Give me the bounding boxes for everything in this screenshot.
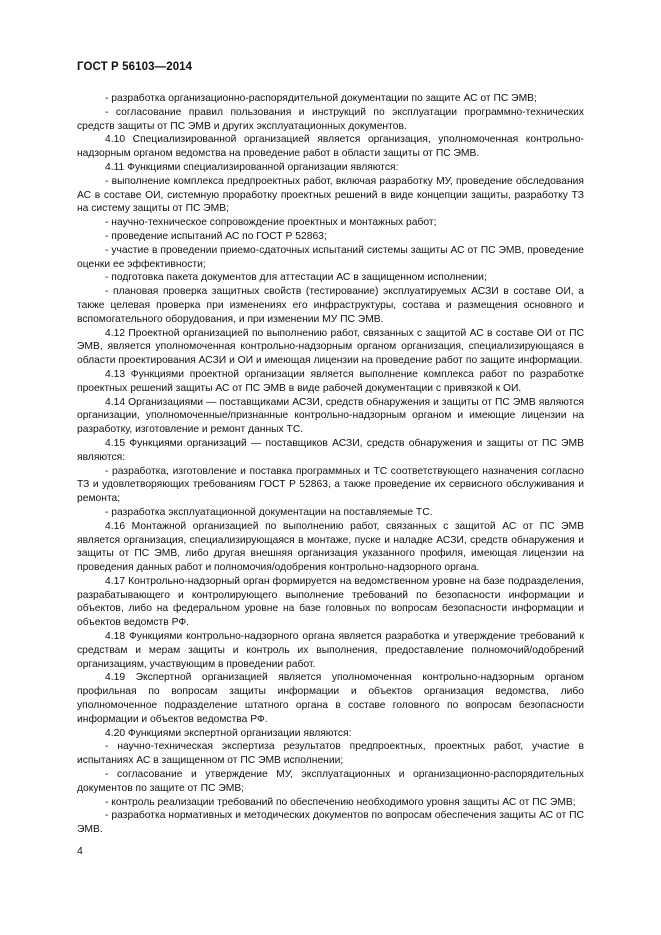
document-body — [77, 92, 584, 837]
paragraph: 4.14 Организациями — поставщиками АСЗИ, средств обнаружения и защиты от ПС ЭМВ являются организации, уполномоченные/признанные контрольно-надзорным органом и имеющие лицензии на разработку, изготовление и ремонт данных ТС. — [77, 396, 584, 436]
paragraph: - разработка нормативных и методических документов по вопросам обеспечения защиты АС от ПС ЭМВ. — [77, 810, 584, 836]
paragraph: - участие в проведении приемо-сдаточных испытаний системы защиты АС от ПС ЭМВ, проведение оценки ее эффективности; — [77, 244, 584, 270]
paragraph: 4.20 Функциями экспертной организации являются: — [105, 727, 352, 739]
paragraph: - согласование и утверждение МУ, эксплуатационных и организационно-распорядительных документов по защите от ПС ЭМВ; — [77, 769, 584, 794]
paragraph: 4.10 Специализированной организацией является организация, уполномоченная контрольно-надзорным органом ведомства на проведение работ в области защиты от ПС ЭМВ. — [77, 134, 584, 160]
document-header: ГОСТ Р 56103—2014 — [77, 61, 193, 73]
paragraph: - разработка организационно-распорядительной документации по защите АС от ПС ЭМВ; — [105, 93, 537, 104]
paragraph: - научно-техническое сопровождение проектных и монтажных работ; — [105, 217, 437, 229]
paragraph: - согласование правил пользования и инструкций по эксплуатации программно-технических средств защиты от ПС ЭМВ и других эксплуатационных документов. — [77, 106, 584, 132]
paragraph: - разработка, изготовление и поставка программных и ТС соответствующего назначения согласно ТЗ и удовлетворяющих требованиям ГОСТ Р 52863, а также проведение их сервисного обслуживания и ремонта; — [77, 465, 584, 505]
page-number: 4 — [77, 845, 83, 857]
paragraph: - разработка эксплуатационной документации на поставляемые ТС. — [105, 506, 433, 518]
paragraph: - контроль реализации требований по обеспечению необходимого уровня защиты АС от ПС ЭМВ; — [105, 796, 576, 808]
paragraph: - выполнение комплекса предпроектных работ, включая разработку МУ, проведение обследования АС в составе ОИ, системную проработку проектных решений в виде концепции защиты, разработку ТЗ на систему защиты от ПС ЭМВ; — [77, 175, 584, 215]
paragraph: - подготовка пакета документов для аттестации АС в защищенном исполнении; — [105, 272, 487, 284]
paragraph: - плановая проверка защитных свойств (тестирование) эксплуатируемых АСЗИ в составе ОИ, а также целевая проверка при изменениях его инфраструктуры, состава и размещения основного и вспомогательного оборудования, и при изменении МУ ПС ЭМВ. — [77, 286, 584, 325]
paragraph: - научно-техническая экспертиза результатов предпроектных, проектных работ, участие в испытаниях АС в защищенном от ПС ЭМВ исполнении; — [77, 741, 584, 767]
paragraph: 4.16 Монтажной организацией по выполнению работ, связанных с защитой АС от ПС ЭМВ является организация, специализирующаяся в монтаже, пуске и наладке АСЗИ, средств обнаружения и защиты от ПС ЭМВ, либо другая внешняя организация указанного профиля, имеющая лицензии на проведения данных работ и полномочия/одобрения контрольно-надзорного органа. — [77, 520, 584, 574]
paragraph: 4.13 Функциями проектной организации является выполнение комплекса работ по разработке проектных решений защиты АС от ПС ЭМВ в виде рабочей документации с привязкой к ОИ. — [77, 368, 584, 394]
paragraph: 4.17 Контрольно-надзорный орган формируется на ведомственном уровне на базе подразделения, разрабатывающего и контролирующего выполнение требований по безопасности информации и объектов, либо на федеральном уровне на базе головных по вопросам безопасности информации и объектов ведомств РФ. — [77, 575, 584, 629]
paragraph: 4.18 Функциями контрольно-надзорного органа является разработка и утверждение требований к средствам и мерам защиты и контроль их выполнения, предоставление полномочий/одобрений организациям, участвующим в проведении работ. — [77, 631, 584, 670]
paragraph: 4.12 Проектной организацией по выполнению работ, связанных с защитой АС в составе ОИ от ПС ЭМВ, является уполномоченная контрольно-надзорным органом организация, специализирующаяся в области проектирования АСЗИ и ОИ и имеющая лицензии на проведение работ по защите информации. — [77, 327, 584, 367]
paragraph: 4.15 Функциями организаций — поставщиков АСЗИ, средств обнаружения и защиты от ПС ЭМВ являются: — [77, 437, 584, 463]
paragraph: 4.11 Функциями специализированной организации являются: — [105, 161, 399, 173]
paragraph: - проведение испытаний АС по ГОСТ Р 52863; — [105, 230, 327, 242]
paragraph: 4.19 Экспертной организацией является уполномоченная контрольно-надзорным органом профильная по вопросам защиты информации и объектов организация ведомства, либо уполномоченное подразделение штатного органа в составе головного по вопросам безопасности информации и объектов ведомства РФ. — [77, 672, 584, 725]
